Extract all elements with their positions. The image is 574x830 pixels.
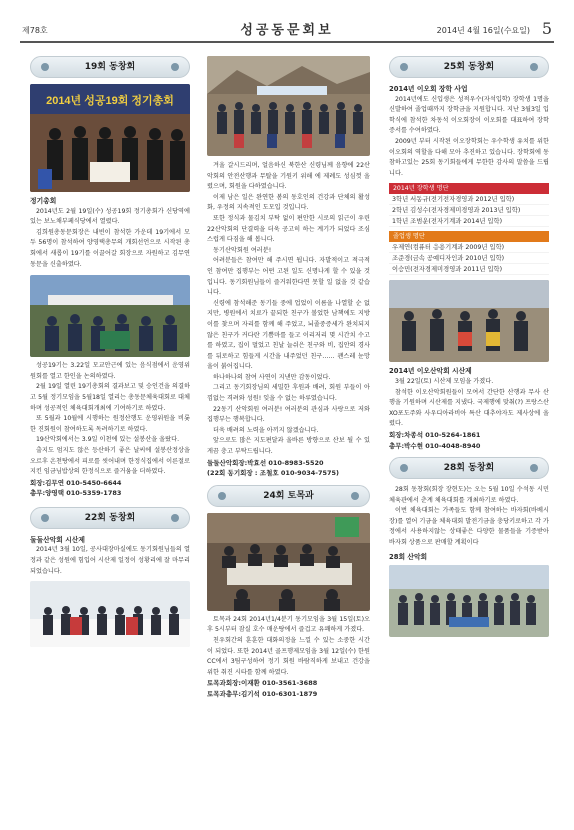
banner-title: 22회 동창회 [84,512,136,523]
contact-line: 토목과회장:이재환 010-3561-3688 [207,679,318,688]
section-subtitle: 2014년 이오회 장학 사업 [389,85,468,93]
photo-24-dinner [207,513,370,611]
section-banner-24 [207,485,370,507]
section-subtitle: 정기총회 [30,197,57,205]
paragraph: 28회 동창회(회장 장현도)는 오는 5월 10일 수석동 시민체육관에서 춘계 체육대회를 개최하기로 하였다. [389,486,549,504]
section-subtitle: 2014년 이오산악회 시산제 [389,367,472,376]
section-subtitle: 28회 산악회 [389,552,428,561]
paragraph: 이번 체육대회는 가족들도 함께 참여하는 바자회(바베시장)를 열어 기금을 체육대회 발전기금을 충당키로하고 각 가정에서 사용하지않는 상태좋은 다양한 물품들을 기증받아 바자회 상품으로 판매할 계획이다 [389,507,549,547]
paragraph: 2014년도 2월 19일(수) 성공19회 정기총회가 신당역에 있는 보노채부페식당에서 열렸다. [30,207,190,226]
banner-dot-icon [171,514,179,522]
paragraph: 하나하나의 참여 사연이 지낸만 감동이었다. [213,373,331,381]
page-header [0,0,574,46]
paragraph: 신령에 참석해준 동기들 중에 업었이 이름을 나열할 순 없지만, 병원에서 치료가 끝되한 친구가 볼었한 남책에도 지방이를 찾으며 자리를 함께 해 주었고, 뇌졸중증세가 완치되지 않은 친구가 커다란 기쁨마를 들고 이리저리 몇 시간치 수고를 하였고, 집이 멀었고 친날 늘쉬은 친구와 비, 집안의 경사를 뒤로하고 힘들게 시간을 내주었던 친구…… 괜스레 눈망울이 붉어집니다. [207,299,370,371]
newsletter-title: 성공동문회보 [240,23,334,38]
banner-dot-icon [530,464,538,472]
scholarship-list-label: 2014년 장학생 명단 [389,183,549,194]
scholar-row: 3학년 서동규(전기전자경영과 2012년 입학) [389,194,549,205]
contact-line: 토목과총무:김기석 010-6301-1879 [207,689,318,698]
contact-line: 둘둘산악회장:박효선 010-8983-5520 [207,458,324,467]
paragraph: 2월 19일 열린 19기총회의 결과보고 및 승인건을 의결하고 5월 정기모임을 5월18일 열리는 총동문체육대회로 대체하며 성공적인 체육대회개최에 기여하기로 하였다. [30,383,190,412]
group-photo-image [389,280,549,362]
paragraph: 19산악회에서는 3.9일 이천에 있는 설봉산을 올랐다. [36,436,180,444]
paragraph: 3월 22일(토) 시산제 모임을 가졌다. [395,377,494,385]
scholar-row: 2학년 김성수(전자경제미경영과 2013년 입학) [389,205,549,216]
banner-dot-icon [530,63,538,71]
banner-title: 24회 토목과 [263,490,314,501]
group-photo-image [207,56,370,156]
graduate-row: 조준경(금속 공예디자인과 2010년 입학) [389,253,549,264]
contact-line: (22회 동기회장 : 조철호 010-9034-7575) [207,469,340,478]
paragraph: 김희원총동문회장은 내빈이 참석한 가운데 19기에서 모두 56명이 참석하여 양영택총무의 개회선언으로 시작된 총회에서 새롭이 19기를 이끌어갈 회장으로 자원하고 김무연동문을 신출하였다. [30,228,190,268]
group-photo-image [30,581,190,647]
paragraph: 동기산악회원 여러분! [213,246,272,254]
graduate-row: 이승민(전자경제미경영과 2011년 입학) [389,264,549,275]
graduate-row: 우제연(컴퓨터 응용기계과 2009년 입학) [389,242,549,253]
scholar-row: 1학년 조범운(전자기계과 2014년 입학) [389,216,549,227]
issue-number: 제78호 [22,26,48,35]
contact-line: 총무:양영택 010-5359-1783 [30,489,122,498]
group-photo-image [30,84,190,192]
paragraph: 2014년에도 신입생은 성적우수(자석입학) 장학생 1명을 신발하여 졸업때까지 장학금을 지원합니다. 지난 3월3일 입학식에 참석한 차동석 이오회장이 이오회를 대표하여 장학증서를 수여하였다. [389,95,549,135]
paragraph: 2009년 부터 시작된 이오장학회는 우수학생 유치를 위한 이오회의 역할을 다해 모아 추진하고 있습니다. 장학회에 동참하고있는 25회 동기회들에게 무한한 감사의 말씀을 드립니다. [389,137,549,177]
paragraph: 어려분들은 참여만 해 주시면 됩니다. 자발적이고 적극적인 참여만 집행부는 어떤 고된 일도 신명나게 할 수 있을 것입니다. 동기회원님들이 즐거워한다면 못할 일 없을 것 같습니다. [207,257,370,297]
page-number: 5 [541,19,552,38]
column-middle [207,56,370,700]
banner-dot-icon [218,492,226,500]
section-banner-22 [30,507,190,529]
banner-dot-icon [41,63,49,71]
section-banner-19 [30,56,190,78]
banner-dot-icon [400,464,408,472]
section-banner-25 [389,56,549,78]
photo-22-snow-group [30,581,190,647]
banner-dot-icon [400,63,408,71]
paragraph: 2014년 3월 10일, 공사대장마실에도 동기회원님들의 열정과 같은 성원에 힘입어 시산제 일정이 성황리에 잘 마무리 되었습니다. [30,546,190,575]
paragraph: 참석한 이오산악회원들이 모여서 간단한 산행과 무사 산행을 기원하며 시산제를 지냈다. 국제행에 맞춰(?) 프랑스산 XO포도주와 사우디아라비아 특산 대추야자도 제사상에 올렸다. [389,388,549,428]
header-rule [20,41,554,43]
section-subtitle: 둘둘산악회 시산제 [30,535,85,544]
paragraph: 출지도 엄지도 않은 등산하기 좋은 날씨에 설봉산정상을 오르후 온천탕에서 피로를 씻어내며 한정식집에서 이른절로 지킨 임금님밥상의 한정식으로 즐거움을 더하였다. [30,446,190,476]
paragraph: 앞으로도 많은 지도편달과 울바른 방향으로 산보 될 수 있게끔 충고 부탁드립니다. [207,437,370,456]
photo-25-hiking [389,280,549,362]
banner-title: 25회 동창회 [443,61,495,72]
graduate-list-label: 졸업생 명단 [389,231,549,242]
group-photo-image [30,275,190,357]
group-photo-image [207,513,370,611]
paragraph: 22동기 산악회원 여러분! 여러분의 관심과 사랑으로 저와 집행부는 행복합니다. [207,405,370,424]
banner-dot-icon [41,514,49,522]
photo-19-general-meeting [30,84,190,192]
paragraph: 토목과 24회 2014년1/4분기 동기모임을 3월 15일(토)오후 5시부터 잠실 호수 매운탕에서 즐겁고 유쾌하게 가졌다. [207,615,370,634]
column-right [389,56,549,637]
banner-dot-icon [171,63,179,71]
photo-banner-text: 2014년 성공19회 정기총회 [46,95,174,107]
photo-28-hiking [389,565,549,637]
photo-22-mountain-group [207,56,370,156]
paragraph: 그리고 동기회장님의 세밀한 후원과 배려, 회원 부들이 아낌없는 격려와 성원! 잊을 수 없는 하루였습니다. [207,384,370,403]
group-photo-image [389,565,549,637]
paragraph: 더욱 배려의 노력을 아끼지 않겠습니다. [213,426,319,434]
contact-line: 회장:차종석 010-5264-1861 [389,430,481,439]
paragraph: 친우회간의 훈훈한 대화의정을 느낄 수 있는 소중한 시간이 되었다. 또한 2014년 골프행제모임을 3월 12일(수) 한원CC에서 3팀구성하여 정기 회원 바람직하게 보내고 건강을 위한 취진 시타를 함께 하였다. [207,637,370,676]
banner-dot-icon [351,492,359,500]
paragraph: 또한 정식과 물김치 부탁 없이 편안한 시로의 읽근이 우린 22산악회의 단결력을 더욱 공고히 하는 계기가 되었다 조심스럽게 다짐을 해 봅니다. [207,214,370,244]
contact-line: 회장:김무연 010-5450-6644 [30,478,122,487]
contact-line: 총무:박수현 010-4048-8940 [389,441,481,450]
photo-19-hiking-group [30,275,190,357]
banner-title: 19회 동창회 [84,61,136,72]
paragraph: 또 5월과 10월에 시행하는 원정산행도 운영위원을 비롯한 진회원이 참여하도록 독려하기로 하였다. [30,415,190,433]
paragraph: 성공19기는 3.22일 모교안근에 있는 음식점에서 운영위원회를 열고 한인을 논의하였다. [30,362,190,380]
column-left [30,56,190,647]
section-banner-28 [389,457,549,479]
banner-title: 28회 동창회 [443,462,495,473]
paragraph: 겨울 갈시드리며, 얼음하신 북한산 신령님께 음향에 22산악회의 안전산행과 무탈을 기원키 위해 에 제례도 성심껏 올렸으며, 회원을 다하였습니다. [207,162,370,191]
issue-date: 2014년 4월 16일(수요일) [436,26,530,35]
paragraph: 이제 남은 일은 완연한 봄의 동호인의 건강과 단체의 활성화, 우정의 지속적인 도모입 것입니다. [207,193,370,212]
